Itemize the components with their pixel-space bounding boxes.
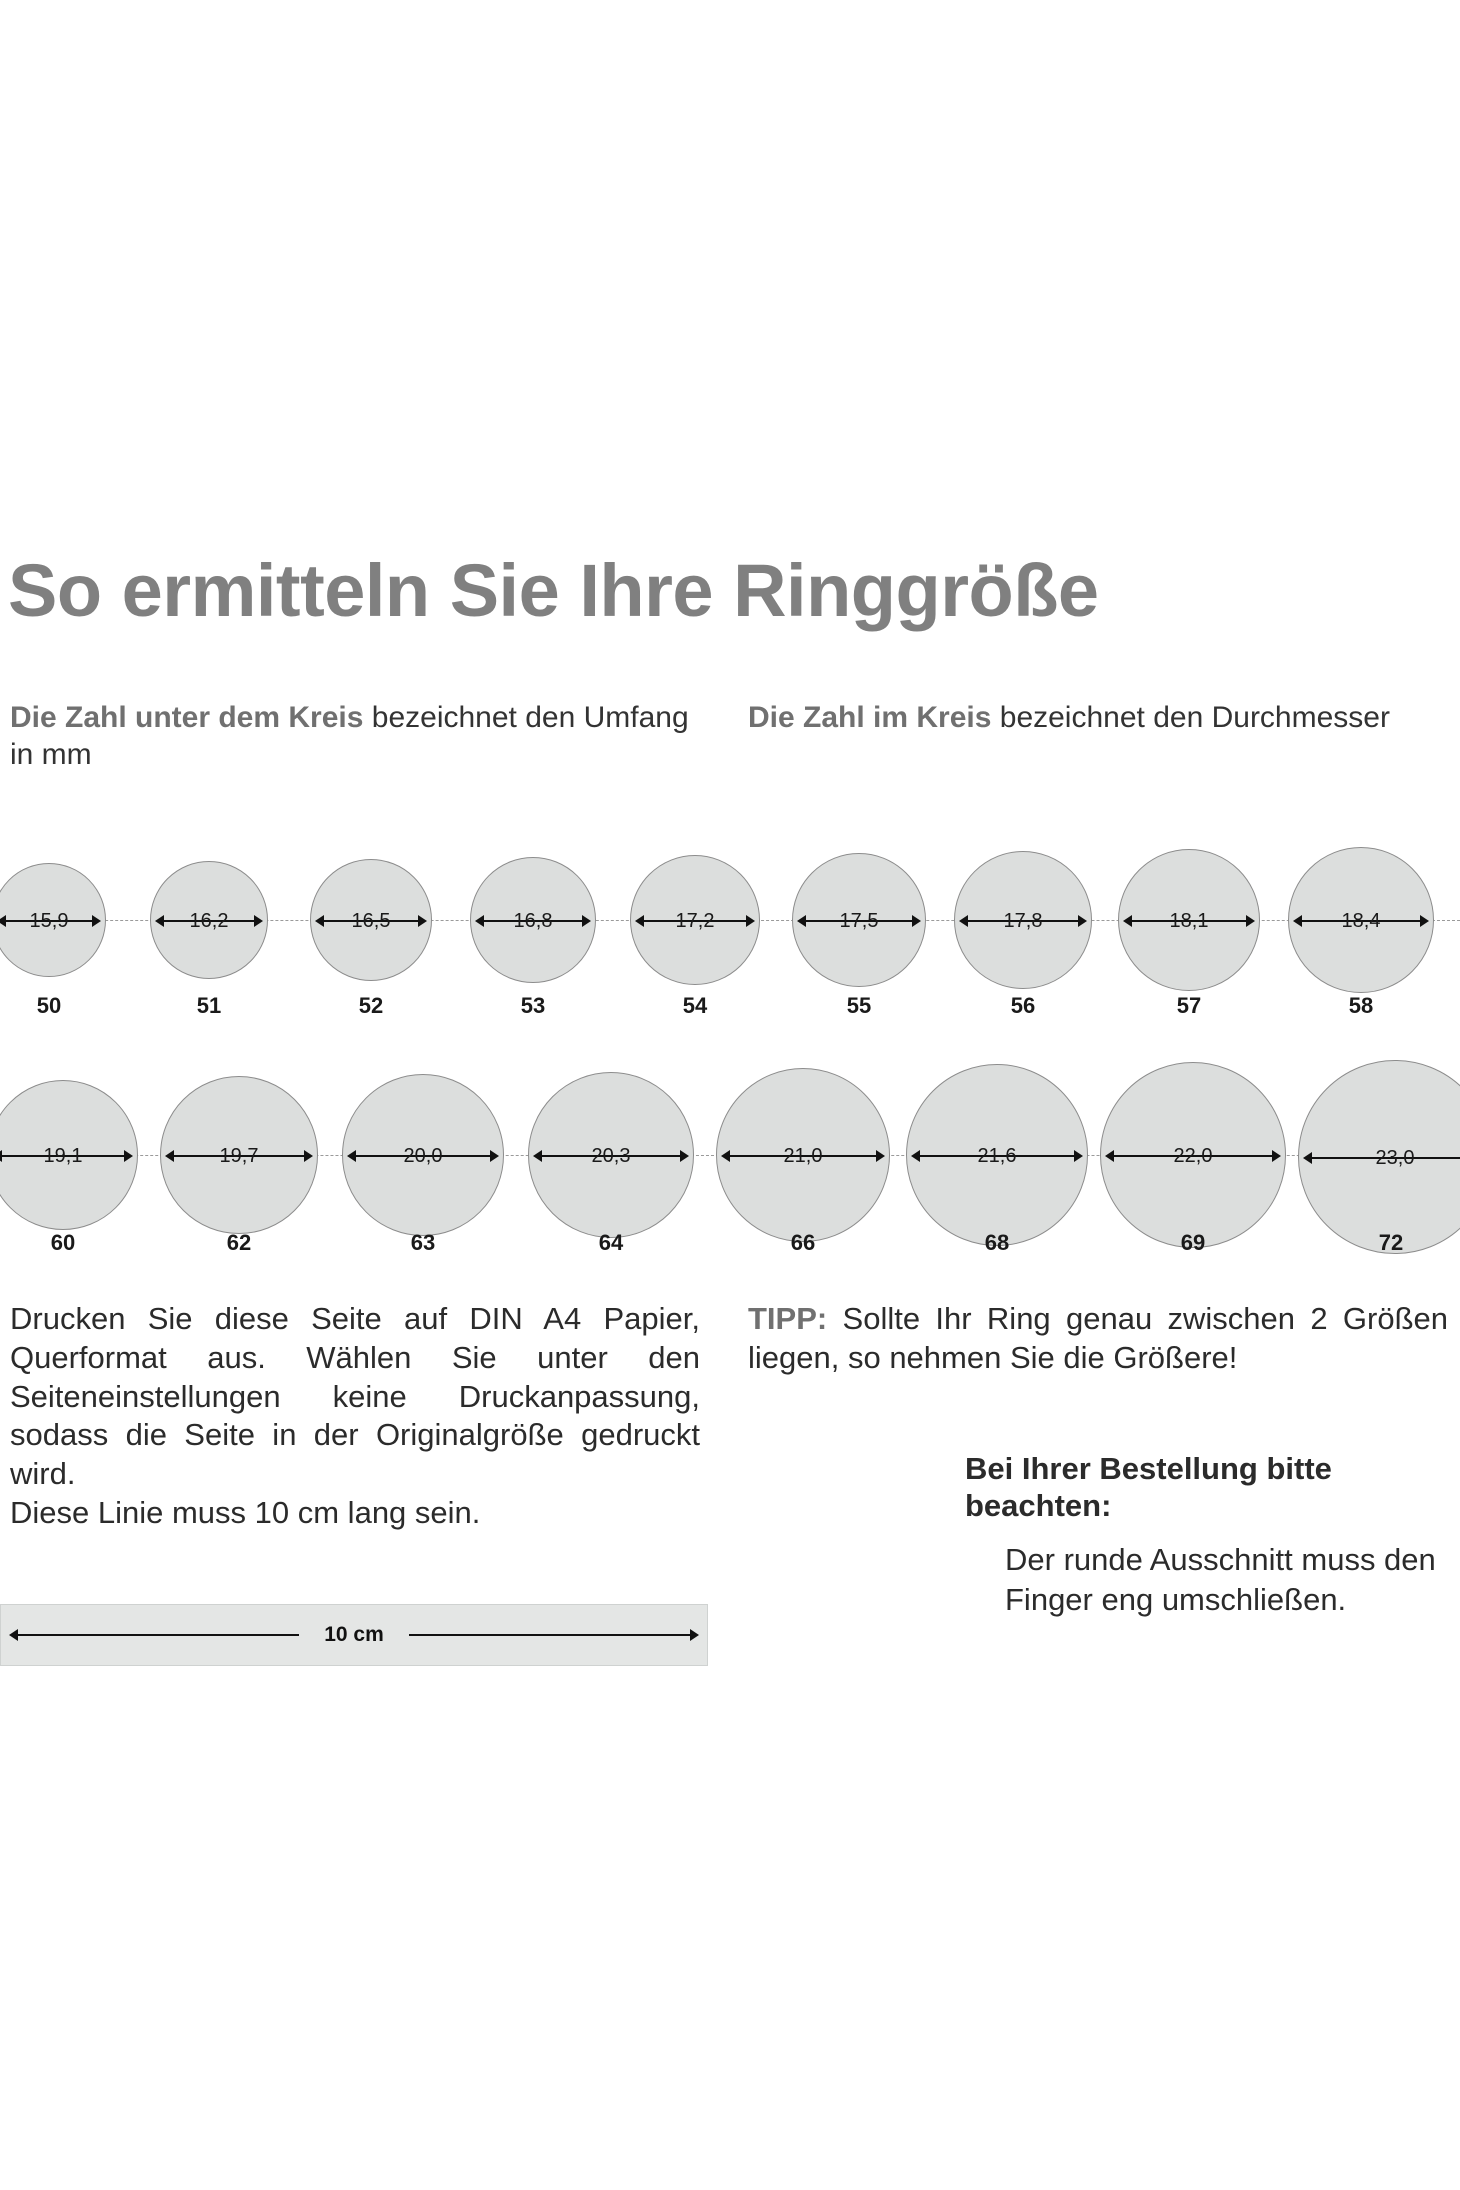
print-instructions xyxy=(10,1300,700,1533)
ring-circle xyxy=(716,1068,890,1242)
ring-circle xyxy=(150,861,268,979)
ring-circumference-label: 63 xyxy=(410,1230,436,1255)
ring-circle xyxy=(954,851,1092,989)
ring-circle xyxy=(1118,849,1260,991)
intro-left-rest: bezeichnet den Umfang in mm xyxy=(10,701,689,771)
ring-circumference-label: 66 xyxy=(790,1230,816,1255)
ring-diameter-label: 18,4 xyxy=(1341,910,1381,932)
ring-circle xyxy=(310,859,432,981)
ring-diameter-label: 21,0 xyxy=(783,1145,823,1167)
ring-row-1 xyxy=(0,845,1460,1018)
ring-circumference-label: 55 xyxy=(846,993,872,1018)
ring-circumference-label: 69 xyxy=(1180,1230,1206,1255)
ring-circle xyxy=(906,1064,1088,1246)
ring-circumference-label: 64 xyxy=(598,1230,624,1255)
intro-right-rest: bezeichnet den Durchmesser xyxy=(991,701,1390,734)
ring-circumference-label: 52 xyxy=(358,993,384,1018)
ring-circumference-label: 53 xyxy=(520,993,546,1018)
ring-diameter-label: 17,2 xyxy=(675,910,715,932)
ring-circumference-label: 62 xyxy=(226,1230,252,1255)
ring-circumference-label: 72 xyxy=(1378,1230,1404,1255)
tip-body: Sollte Ihr Ring genau zwischen 2 Größen liegen, so nehmen Sie die Größere! xyxy=(748,1301,1448,1375)
page-title: So ermitteln Sie Ihre Ringgröße xyxy=(8,549,1099,632)
ring-diameter-label: 19,7 xyxy=(219,1145,259,1167)
intro-right-bold: Die Zahl im Kreis xyxy=(748,701,992,734)
ring-circle xyxy=(1100,1062,1286,1248)
ring-circle xyxy=(528,1072,694,1238)
ring-circle xyxy=(0,1080,138,1230)
ring-circle xyxy=(470,857,596,983)
ring-diameter-label: 20,0 xyxy=(403,1145,443,1167)
ring-circumference-label: 68 xyxy=(984,1230,1010,1255)
ring-diameter-label: 15,9 xyxy=(29,910,69,932)
ring-diameter-label: 22,0 xyxy=(1173,1145,1213,1167)
intro-text-left xyxy=(10,700,700,774)
intro-text-right xyxy=(748,700,1448,737)
order-note-body: Der runde Ausschnitt muss den Finger eng umschließen. xyxy=(1005,1542,1436,1618)
tip-text xyxy=(748,1300,1448,1378)
ruler-label: 10 cm xyxy=(299,1623,409,1647)
ring-circumference-label: 51 xyxy=(196,993,222,1018)
ring-circumference-label: 60 xyxy=(50,1230,76,1255)
ring-circumference-label: 57 xyxy=(1176,993,1202,1018)
ring-circle xyxy=(630,855,760,985)
ring-circumference-label: 58 xyxy=(1348,993,1374,1018)
ring-circumference-label: 56 xyxy=(1010,993,1036,1018)
ring-circumference-label: 50 xyxy=(36,993,62,1018)
ring-circumference-label: 54 xyxy=(682,993,708,1018)
intro-left-bold: Die Zahl unter dem Kreis xyxy=(10,701,364,734)
ring-circle xyxy=(1298,1060,1460,1254)
ring-row-2 xyxy=(0,1060,1460,1255)
ring-circle xyxy=(160,1076,318,1234)
ring-diameter-label: 18,1 xyxy=(1169,910,1209,932)
ring-diameter-label: 16,5 xyxy=(351,910,391,932)
print-instructions-paragraph: Drucken Sie diese Seite auf DIN A4 Papier, Querformat aus. Wählen Sie unter den Seiteneinstellungen keine Druckanpassung, sodass die Seite in der Originalgröße gedruckt wird. xyxy=(10,1301,700,1491)
tip-keyword: TIPP: xyxy=(748,1301,828,1336)
ring-diameter-label: 23,0 xyxy=(1375,1147,1415,1169)
ring-diameter-label: 17,5 xyxy=(839,910,879,932)
ring-circle xyxy=(792,853,926,987)
ring-circle xyxy=(342,1074,504,1236)
order-note-heading: Bei Ihrer Bestellung bitte beachten: xyxy=(965,1451,1332,1524)
ring-diameter-label: 16,8 xyxy=(513,910,553,932)
ring-circle xyxy=(1288,847,1434,993)
ring-circle xyxy=(0,863,106,977)
ring-diameter-label: 17,8 xyxy=(1003,910,1043,932)
print-line-note: Diese Linie muss 10 cm lang sein. xyxy=(10,1494,481,1530)
ring-diameter-label: 21,6 xyxy=(977,1145,1017,1167)
ring-diameter-label: 19,1 xyxy=(43,1145,83,1167)
ring-diameter-label: 20,3 xyxy=(591,1145,631,1167)
ring-diameter-label: 16,2 xyxy=(189,910,229,932)
ruler-10cm xyxy=(0,1604,708,1666)
